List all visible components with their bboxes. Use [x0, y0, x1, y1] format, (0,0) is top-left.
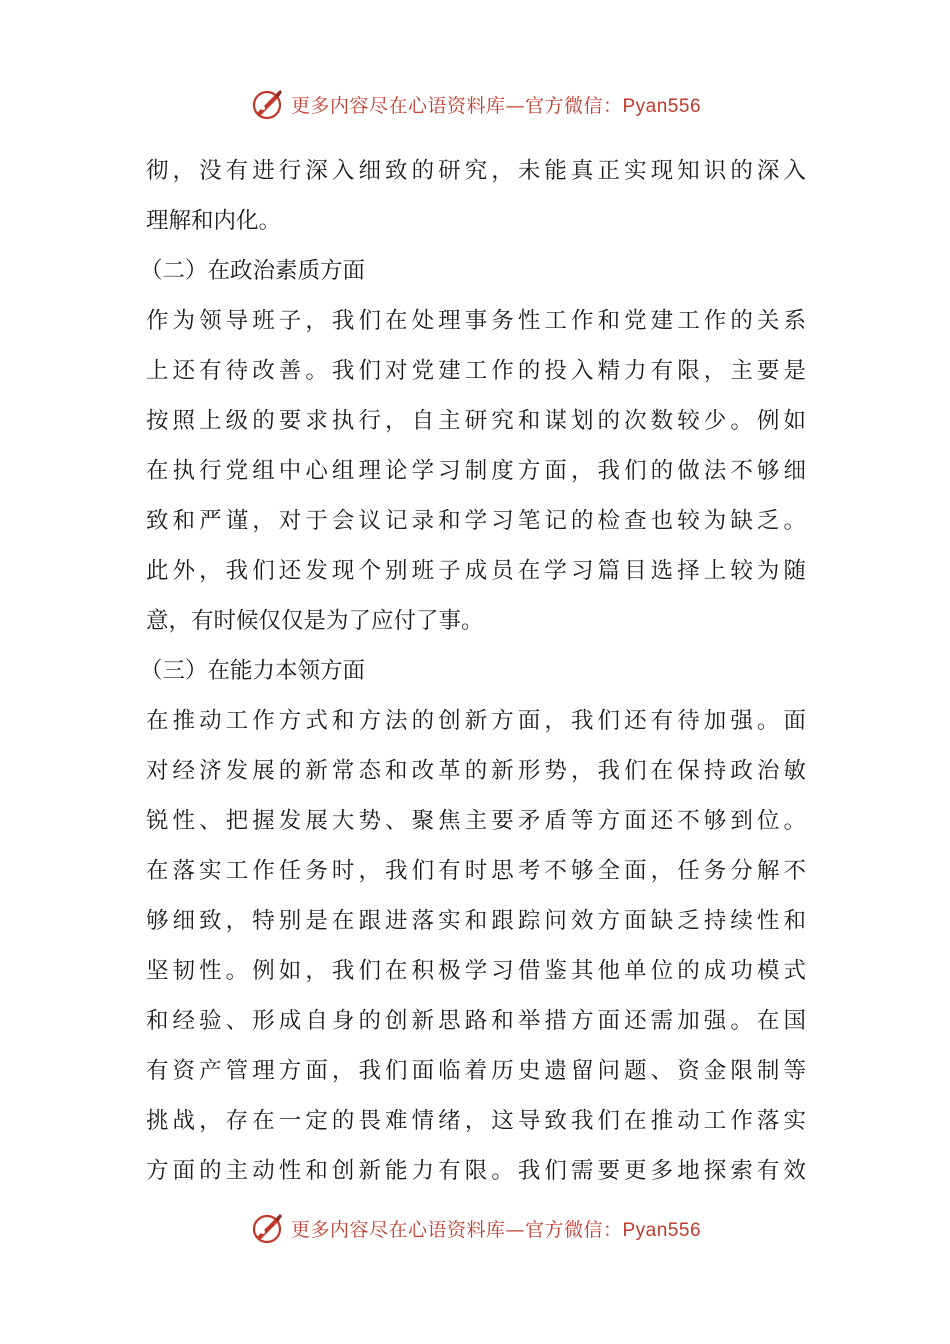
section-heading: （三）在能力本领方面: [140, 658, 366, 684]
pen-nib-logo-icon: [249, 1210, 285, 1246]
text-line: 挑战，存在一定的畏难情绪，这导致我们在推动工作落实: [146, 1108, 806, 1134]
text-line: 意，有时候仅仅是为了应付了事。: [146, 608, 484, 634]
text-line: 方面的主动性和创新能力有限。我们需要更多地探索有效: [146, 1158, 806, 1184]
text-line: 彻，没有进行深入细致的研究，未能真正实现知识的深入: [146, 158, 806, 184]
text-line: 有资产管理方面，我们面临着历史遗留问题、资金限制等: [146, 1058, 806, 1084]
text-line: 致和严谨，对于会议记录和学习笔记的检查也较为缺乏。: [146, 508, 806, 534]
text-line: 锐性、把握发展大势、聚焦主要矛盾等方面还不够到位。: [146, 808, 806, 834]
header-banner-text: [291, 91, 701, 118]
text-line: 理解和内化。: [146, 208, 282, 234]
text-line: 在落实工作任务时，我们有时思考不够全面，任务分解不: [146, 858, 806, 884]
text-line: 坚韧性。例如，我们在积极学习借鉴其他单位的成功模式: [146, 958, 806, 984]
text-line: 按照上级的要求执行，自主研究和谋划的次数较少。例如: [146, 408, 806, 434]
header-banner: [0, 84, 950, 124]
text-line: 作为领导班子，我们在处理事务性工作和党建工作的关系: [146, 308, 806, 334]
text-line: 上还有待改善。我们对党建工作的投入精力有限，主要是: [146, 358, 806, 384]
footer-banner: [0, 1208, 950, 1248]
text-line: 此外，我们还发现个别班子成员在学习篇目选择上较为随: [146, 558, 806, 584]
footer-banner-label: 更多内容尽在心语资料库—官方微信：: [290, 1218, 623, 1241]
text-line: 在执行党组中心组理论学习制度方面，我们的做法不够细: [146, 458, 806, 484]
text-line: 和经验、形成自身的创新思路和举措方面还需加强。在国: [146, 1008, 806, 1034]
pen-nib-logo-icon: [249, 86, 285, 122]
header-banner-label: 更多内容尽在心语资料库—官方微信：: [290, 94, 623, 117]
section-heading: （二）在政治素质方面: [140, 258, 366, 284]
header-banner-account: Pyan556: [622, 95, 702, 117]
text-line: 对经济发展的新常态和改革的新形势，我们在保持政治敏: [146, 758, 806, 784]
footer-banner-account: Pyan556: [622, 1219, 702, 1241]
text-line: 在推动工作方式和方法的创新方面，我们还有待加强。面: [146, 708, 806, 734]
text-line: 够细致，特别是在跟进落实和跟踪问效方面缺乏持续性和: [146, 908, 806, 934]
document-body: [140, 146, 806, 1196]
footer-banner-text: [291, 1215, 701, 1242]
